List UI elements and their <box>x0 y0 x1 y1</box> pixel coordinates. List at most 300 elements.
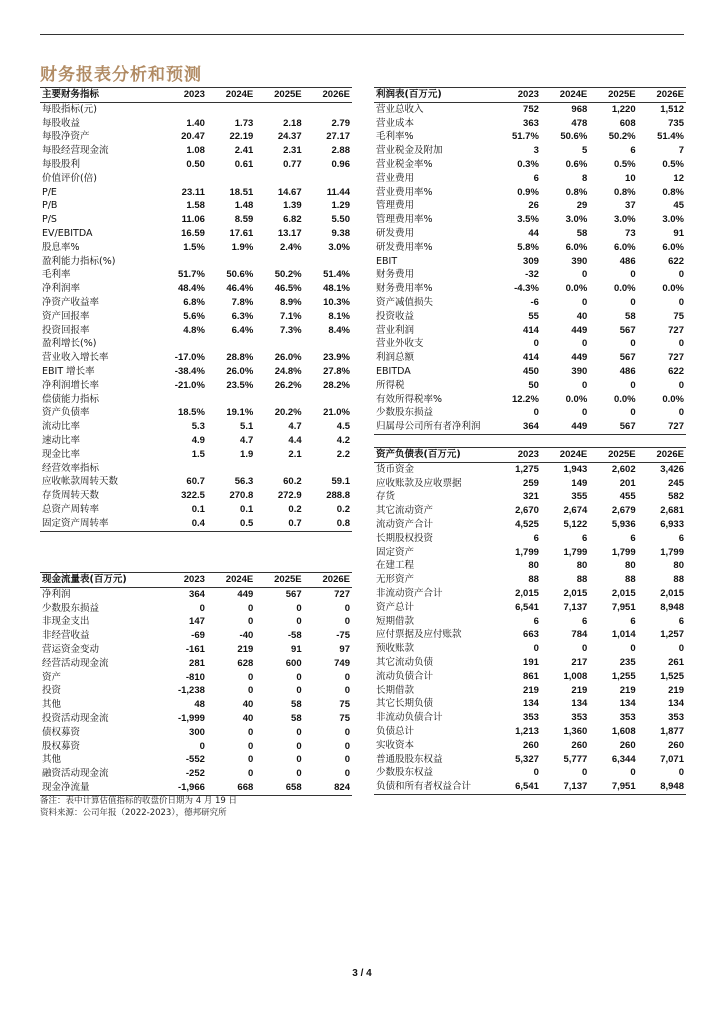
table-row <box>374 324 686 338</box>
cell-value: 658 <box>255 781 303 795</box>
table-row <box>40 296 352 310</box>
cell-value: 27.8% <box>323 365 350 377</box>
cell-value: 0.8% <box>565 186 588 198</box>
cell-value: -4.3% <box>514 283 539 295</box>
cell-value: 219 <box>571 684 588 696</box>
table-row <box>40 503 352 517</box>
table-row <box>374 351 686 365</box>
row-label: 货币资金 <box>376 463 415 475</box>
cell-value: 2.31 <box>283 145 302 157</box>
row-label: 所得税 <box>376 379 405 391</box>
cell-value: 45 <box>673 200 684 212</box>
cell-value: 0.7 <box>255 517 303 531</box>
cell-value: 7,071 <box>660 753 684 765</box>
cell-value: 300 <box>189 726 205 738</box>
cell-value: 2,670 <box>515 505 539 517</box>
row-label: 营运资金变动 <box>42 643 100 655</box>
cell-value: 8,948 <box>638 780 686 794</box>
row-label: 非经营收益 <box>42 630 90 642</box>
cell-value: 75 <box>673 310 684 322</box>
cell-value: 0 <box>581 338 588 350</box>
table-row <box>40 740 352 754</box>
table-row <box>374 102 686 116</box>
cell-value: 0.0% <box>565 283 588 295</box>
cell-value: 48 <box>194 699 205 711</box>
cell-value: 88 <box>625 574 636 586</box>
cell-value: 5,777 <box>563 753 588 765</box>
table-row <box>40 671 352 685</box>
year-header: 2026E <box>638 88 686 103</box>
cell-value: 6 <box>581 532 588 544</box>
row-label: 现金比率 <box>42 448 81 460</box>
cell-value: 1,213 <box>515 725 539 737</box>
year-header: 2025E <box>255 88 303 103</box>
cell-value <box>304 393 352 407</box>
cell-value: 5.6% <box>183 310 205 322</box>
cell-value <box>207 337 255 351</box>
cell-value: 7.1% <box>279 310 302 322</box>
table-row <box>40 475 352 489</box>
cell-value: 97 <box>339 643 350 655</box>
cell-value: 727 <box>668 324 684 336</box>
cell-value: 5.1 <box>240 421 254 433</box>
cell-value: -17.0% <box>174 352 205 364</box>
cell-value: 0 <box>247 685 254 697</box>
cell-value: 7,951 <box>611 601 636 613</box>
cell-value: 7.8% <box>231 296 254 308</box>
table-row <box>40 657 352 671</box>
table-row <box>40 158 352 172</box>
row-label: 融资活动现金流 <box>42 768 109 780</box>
cell-value: 0 <box>581 296 588 308</box>
table-row <box>374 213 686 227</box>
table-row <box>40 241 352 255</box>
cell-value: 0 <box>296 685 302 697</box>
cell-value: -21.0% <box>174 379 205 391</box>
row-label: 营业费用 <box>376 172 415 184</box>
cell-value: -75 <box>336 630 350 642</box>
cell-value: 0.5% <box>662 158 684 170</box>
cell-value: 18.51 <box>229 186 254 198</box>
cell-value: 51.7% <box>177 269 205 281</box>
table-row <box>374 753 686 767</box>
cell-value: 19.1% <box>226 407 254 419</box>
cell-value: 1.40 <box>186 117 205 129</box>
table-row <box>40 406 352 420</box>
cell-value: 4.5 <box>336 421 350 433</box>
cell-value <box>304 102 352 116</box>
table-row <box>40 186 352 200</box>
cell-value: 235 <box>619 656 636 668</box>
cell-value: 58 <box>291 699 302 711</box>
income-statement-table <box>374 87 686 435</box>
cell-value: 735 <box>668 117 684 129</box>
cell-value: 0 <box>581 407 588 419</box>
row-label: 管理费用 <box>376 200 415 212</box>
cell-value: 6 <box>533 615 539 627</box>
row-label: 长期借款 <box>376 684 415 696</box>
cell-value: 1.9 <box>240 448 254 460</box>
cell-value <box>255 255 303 269</box>
table-row <box>374 780 686 794</box>
cell-value: 91 <box>673 227 684 239</box>
cell-value: 51.7% <box>511 131 539 143</box>
cell-value: 2.1 <box>288 448 302 460</box>
cell-value: 0.1 <box>191 503 205 515</box>
table-title: 资产负债表(百万元) <box>374 448 493 463</box>
cell-value: 749 <box>334 657 350 669</box>
row-label: 负债和所有者权益合计 <box>374 780 493 794</box>
cell-value: 1,799 <box>563 546 588 558</box>
cell-value: 1,525 <box>660 670 684 682</box>
cell-value: 18.5% <box>177 407 205 419</box>
cell-value: 1.58 <box>186 200 205 212</box>
cell-value: 8.4% <box>328 324 350 336</box>
cell-value: 0.8 <box>304 517 352 531</box>
cell-value: 622 <box>668 255 684 267</box>
cell-value: 309 <box>523 255 539 267</box>
cell-value: 10 <box>625 172 636 184</box>
cell-value: 364 <box>189 588 205 600</box>
cell-value: 6,933 <box>660 518 684 530</box>
table-row <box>40 144 352 158</box>
cell-value: 281 <box>189 657 205 669</box>
cell-value: 5,936 <box>611 518 636 530</box>
row-label: 每股经营现金流 <box>42 145 109 157</box>
table-row <box>40 615 352 629</box>
cell-value: 0.0% <box>613 283 636 295</box>
year-header: 2024E <box>541 448 589 463</box>
cell-value: 6.0% <box>662 241 684 253</box>
cell-value: 6 <box>630 615 636 627</box>
table-row <box>40 434 352 448</box>
row-label: 经营活动现金流 <box>42 657 109 669</box>
table-header-row <box>40 88 352 103</box>
table-row <box>374 615 686 629</box>
cell-value: 11.44 <box>326 186 350 198</box>
cell-value: 58 <box>576 227 588 239</box>
row-label: EV/EBITDA <box>42 227 93 239</box>
row-label: 价值评价(倍) <box>42 172 97 184</box>
cell-value: 1,220 <box>611 103 636 115</box>
row-label: 营业利润 <box>376 324 415 336</box>
cell-value: 622 <box>668 365 684 377</box>
row-label: 资产负债率 <box>42 407 90 419</box>
year-header: 2025E <box>255 573 303 588</box>
cell-value: 7,137 <box>563 601 588 613</box>
cell-value: 0 <box>199 602 205 614</box>
cell-value: 0 <box>247 768 254 780</box>
table-row <box>40 684 352 698</box>
cell-value: 752 <box>523 103 539 115</box>
row-label: 流动比率 <box>42 421 81 433</box>
cell-value: 0 <box>247 740 254 752</box>
table-row <box>40 448 352 462</box>
cell-value: 80 <box>673 560 684 572</box>
row-label: 净利润率 <box>42 283 81 295</box>
table-row <box>40 213 352 227</box>
cell-value: 0 <box>630 269 636 281</box>
cell-value: 10.3% <box>323 296 350 308</box>
cell-value: 217 <box>571 656 588 668</box>
cell-value: 1,275 <box>515 463 539 475</box>
cell-value: 353 <box>523 712 539 724</box>
table-row <box>374 546 686 560</box>
table-row <box>40 753 352 767</box>
cell-value: 0.0% <box>565 393 588 405</box>
cell-value: 449 <box>237 588 254 600</box>
table-row <box>374 628 686 642</box>
row-label: 流动资产合计 <box>376 518 434 530</box>
row-label: 短期借款 <box>376 615 415 627</box>
cell-value: 3.0% <box>565 214 588 226</box>
cell-value <box>304 255 352 269</box>
table-row <box>374 365 686 379</box>
page-title: 财务报表分析和预测 <box>40 65 202 85</box>
cell-value: 600 <box>285 657 302 669</box>
cell-value <box>207 255 255 269</box>
cell-value: 0 <box>247 602 254 614</box>
cell-value: 4,525 <box>515 518 539 530</box>
cell-value: 0 <box>678 338 684 350</box>
cell-value: 50.6% <box>226 269 254 281</box>
table-row <box>374 296 686 310</box>
cell-value: 37 <box>625 200 636 212</box>
row-label: 股息率% <box>42 241 80 253</box>
cell-value: 48.4% <box>177 283 205 295</box>
cell-value <box>255 462 303 476</box>
cell-value: 486 <box>619 255 636 267</box>
row-label: 应收账款及应收票据 <box>376 477 462 489</box>
table-row <box>40 767 352 781</box>
cell-value: 12.2% <box>511 393 539 405</box>
table-row <box>374 697 686 711</box>
cell-value: 5.8% <box>517 241 539 253</box>
row-label: 预收账款 <box>376 643 415 655</box>
table-row <box>374 711 686 725</box>
footnote-remark: 备注：表中计算估值指标的收盘价日期为 4 月 19 日 <box>40 796 238 806</box>
cell-value: 1.39 <box>283 200 302 212</box>
table-row <box>374 130 686 144</box>
cell-value: 2,015 <box>563 587 588 599</box>
cell-value: 58 <box>625 310 636 322</box>
cell-value: 364 <box>493 420 541 434</box>
cell-value: 4.2 <box>336 434 350 446</box>
cell-value: 26.0% <box>274 352 302 364</box>
cell-value: 261 <box>668 656 684 668</box>
cell-value: 1.48 <box>234 200 254 212</box>
cell-value: 8.59 <box>234 214 254 226</box>
cell-value: 1,257 <box>660 629 684 641</box>
cell-value: 5,327 <box>515 753 539 765</box>
cell-value: 1.08 <box>186 145 205 157</box>
cell-value: 0 <box>296 602 302 614</box>
cell-value: 2,015 <box>660 587 684 599</box>
cell-value: 2.41 <box>234 145 254 157</box>
table-row <box>374 766 686 780</box>
cell-value: 219 <box>619 684 636 696</box>
cell-value: 1.9% <box>231 241 254 253</box>
cell-value: 23.11 <box>181 186 205 198</box>
cell-value: 6 <box>678 532 684 544</box>
cell-value: 7.3% <box>279 324 302 336</box>
cell-value: 0 <box>581 767 588 779</box>
cell-value: 21.0% <box>323 407 350 419</box>
row-label: 其它流动资产 <box>376 505 434 517</box>
cell-value: 0 <box>247 671 254 683</box>
cell-value: 0 <box>630 379 636 391</box>
year-header: 2026E <box>304 88 352 103</box>
cell-value: 20.47 <box>181 131 205 143</box>
cell-value: 50 <box>528 379 539 391</box>
row-label: 净资产收益率 <box>42 296 100 308</box>
cell-value: 3.5% <box>517 214 539 226</box>
cell-value: 968 <box>571 103 588 115</box>
row-label: 资产 <box>42 671 62 683</box>
table-row <box>40 629 352 643</box>
year-header: 2024E <box>541 88 589 103</box>
table-row <box>374 532 686 546</box>
cell-value: 46.4% <box>226 283 254 295</box>
cell-value: 0.9% <box>517 186 539 198</box>
cell-value: 0 <box>296 768 302 780</box>
row-label: 营业外收支 <box>376 338 424 350</box>
cell-value: 0 <box>344 685 350 697</box>
cell-value: 6 <box>678 615 684 627</box>
cell-value: 668 <box>207 781 255 795</box>
cell-value: 191 <box>523 656 539 668</box>
cell-value: 46.5% <box>274 283 302 295</box>
cell-value: -38.4% <box>174 365 205 377</box>
cell-value: 9.38 <box>331 227 350 239</box>
cell-value: 0 <box>344 768 350 780</box>
table-row <box>374 420 686 434</box>
table-row <box>40 117 352 131</box>
cell-value: 0 <box>581 379 588 391</box>
cell-value: 259 <box>523 477 539 489</box>
cell-value: 449 <box>571 324 588 336</box>
cell-value: 6 <box>533 172 539 184</box>
row-label: 研发费用率% <box>376 241 433 253</box>
year-header: 2023 <box>159 573 207 588</box>
table-row <box>40 268 352 282</box>
cell-value: 272.9 <box>277 490 302 502</box>
cell-value: 0 <box>630 296 636 308</box>
cell-value: 1,877 <box>660 725 684 737</box>
cell-value <box>159 102 207 116</box>
cell-value: 4.8% <box>183 324 205 336</box>
table-row <box>374 670 686 684</box>
table-row <box>374 490 686 504</box>
cell-value: 1,008 <box>563 670 588 682</box>
cell-value: 353 <box>619 712 636 724</box>
cell-value: 0 <box>678 379 684 391</box>
cell-value: 0 <box>296 671 302 683</box>
row-label: 投资活动现金流 <box>42 712 109 724</box>
cell-value: 22.19 <box>229 131 254 143</box>
cell-value: 0.61 <box>234 158 254 170</box>
cell-value: 1,014 <box>611 629 636 641</box>
cell-value: 0 <box>296 616 302 628</box>
table-row <box>374 199 686 213</box>
row-label: 盈利增长(%) <box>42 338 97 350</box>
cell-value: 2,681 <box>660 505 684 517</box>
cell-value: 17.61 <box>229 227 254 239</box>
row-label: 债权募资 <box>42 726 81 738</box>
row-label: 非现金支出 <box>42 616 90 628</box>
cell-value: 727 <box>334 588 350 600</box>
cell-value: 0 <box>630 338 636 350</box>
cell-value: 727 <box>638 420 686 434</box>
main-financial-indicators-table <box>40 87 352 532</box>
table-row <box>374 601 686 615</box>
row-label: EBITDA <box>376 365 411 377</box>
cell-value: 0 <box>296 754 302 766</box>
row-label: 毛利率 <box>42 269 71 281</box>
cell-value: 2.79 <box>331 117 350 129</box>
cell-value: 201 <box>619 477 636 489</box>
cell-value: 2,015 <box>611 587 636 599</box>
cell-value: 219 <box>237 643 254 655</box>
cell-value: 1.29 <box>331 200 350 212</box>
cell-value: 3.0% <box>662 214 684 226</box>
cell-value <box>159 393 207 407</box>
cell-value: 7 <box>678 145 684 157</box>
cell-value: 608 <box>619 117 636 129</box>
table-row <box>40 517 352 531</box>
cell-value: 1,799 <box>660 546 684 558</box>
row-label: 研发费用 <box>376 227 415 239</box>
cell-value: 27.17 <box>326 131 350 143</box>
cell-value: 11.06 <box>181 214 205 226</box>
row-label: 其他 <box>42 754 62 766</box>
cell-value: 1,512 <box>660 103 684 115</box>
cell-value: 134 <box>523 698 539 710</box>
cell-value: 0.3% <box>517 158 539 170</box>
table-row <box>40 393 352 407</box>
cell-value: 134 <box>668 698 684 710</box>
cell-value: 0 <box>296 740 302 752</box>
cell-value <box>159 172 207 186</box>
row-label: 少数股东损益 <box>42 602 100 614</box>
row-label: 管理费用率% <box>376 214 433 226</box>
cell-value: 1,255 <box>611 670 636 682</box>
cell-value: 0 <box>344 616 350 628</box>
table-row <box>40 365 352 379</box>
cell-value: 219 <box>523 684 539 696</box>
row-label: 固定资产 <box>376 546 415 558</box>
table-row <box>40 462 352 476</box>
cell-value: 567 <box>619 324 636 336</box>
year-header: 2024E <box>207 573 255 588</box>
table-header-row <box>374 88 686 103</box>
row-label: 应收帐款周转天数 <box>42 476 119 488</box>
cell-value: 2,015 <box>515 587 539 599</box>
cell-value: 567 <box>589 420 637 434</box>
cell-value: 4.9 <box>191 434 205 446</box>
cell-value: 390 <box>571 365 588 377</box>
row-label: 营业成本 <box>376 117 415 129</box>
row-label: 每股股利 <box>42 158 81 170</box>
row-label: 毛利率% <box>376 131 414 143</box>
cell-value: 20.2% <box>274 407 302 419</box>
row-label: 投资收益 <box>376 310 415 322</box>
year-header: 2026E <box>638 448 686 463</box>
cell-value: 0 <box>533 643 539 655</box>
table-row <box>374 255 686 269</box>
cell-value: 353 <box>571 712 588 724</box>
table-row <box>40 130 352 144</box>
